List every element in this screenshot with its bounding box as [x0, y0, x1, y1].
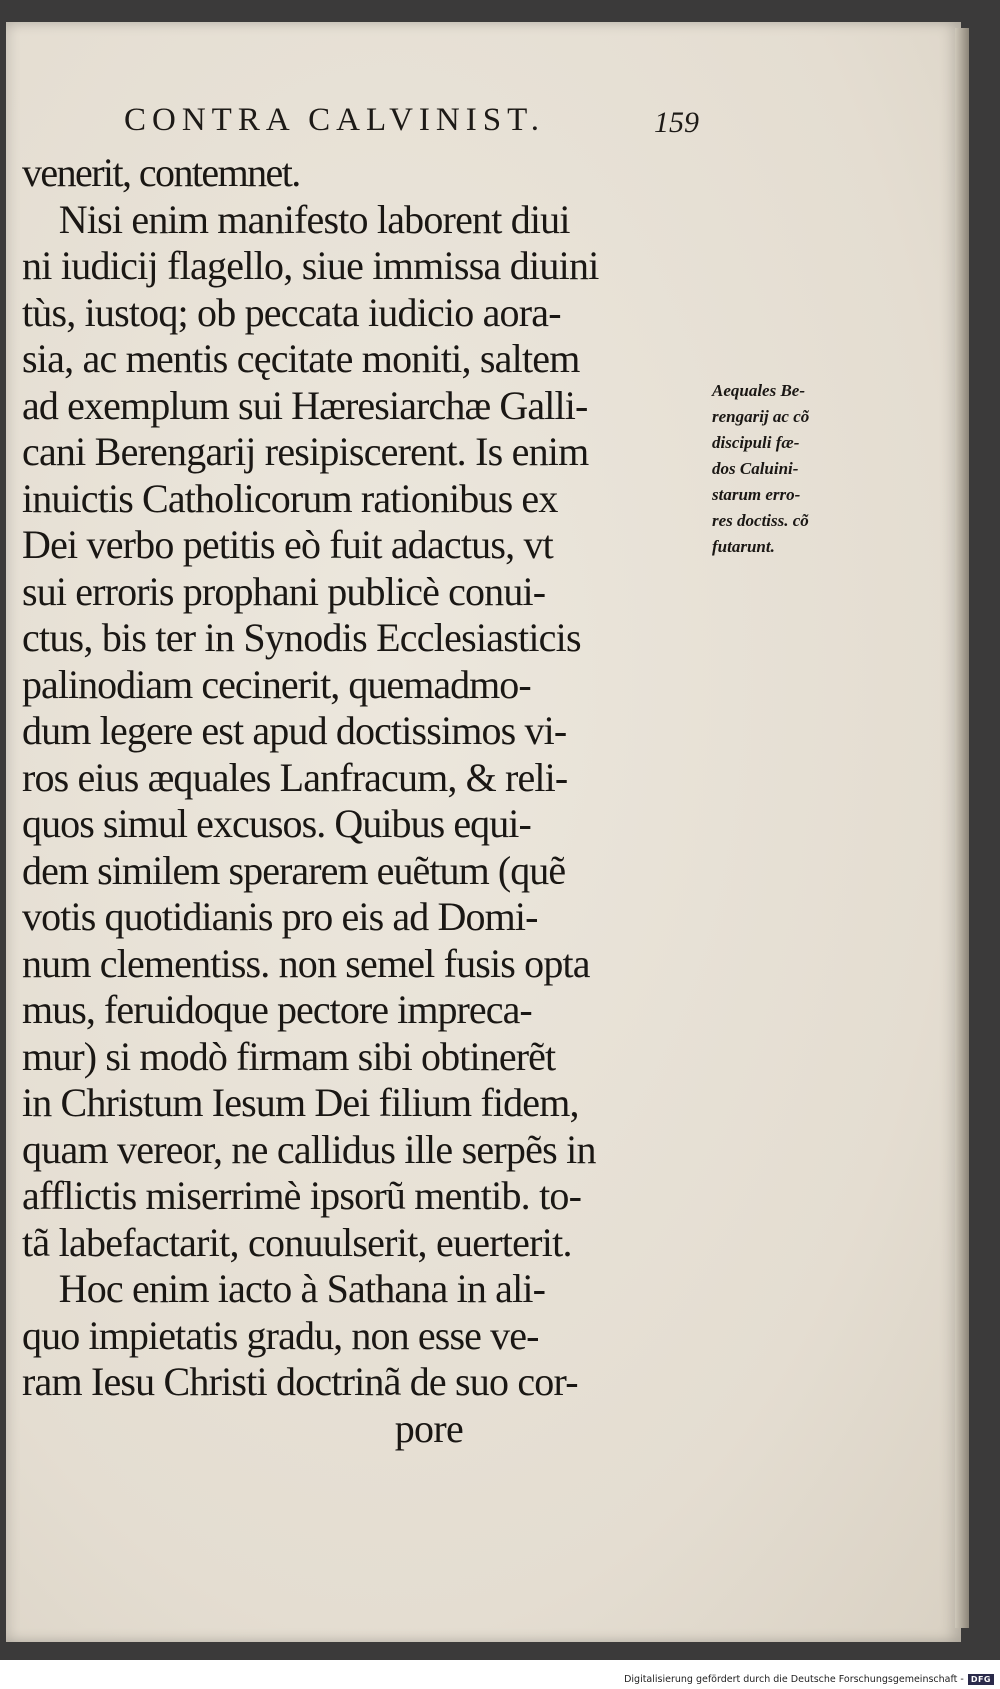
marginal-note-line: dos Caluini- [712, 459, 799, 478]
text-line: ni iudicij flagello, siue immissa diuini [22, 243, 599, 288]
running-title: CONTRA CALVINIST. [124, 102, 546, 138]
text-line: num clementiss. non semel fusis opta [22, 940, 590, 986]
running-header [124, 102, 699, 139]
marginal-note-line: discipuli fæ- [712, 433, 800, 452]
text-line: inuictis Catholicorum rationibus ex [22, 475, 558, 521]
text-line: tùs, iustoq; ob peccata iudicio aora- [22, 289, 561, 335]
text-line: votis quotidianis pro eis ad Domi- [22, 894, 538, 939]
text-line: mur) si modò firmam sibi obtinerẽt [22, 1033, 556, 1079]
page-number: 159 [654, 106, 699, 139]
text-line: palinodiam cecinerit, quemadmo- [22, 661, 531, 707]
marginal-note-line: rengarij ac cõ [712, 407, 810, 426]
marginal-note [712, 378, 867, 560]
text-line: Hoc enim iacto à Sathana in ali- [22, 1266, 546, 1311]
text-line: ram Iesu Christi doctrinã de suo cor- [22, 1359, 578, 1404]
text-line: in Christum Iesum Dei filium fidem, [22, 1080, 579, 1125]
text-line: cani Berengarij resipiscerent. Is enim [22, 429, 589, 474]
marginal-note-line: res doctiss. cõ [712, 511, 809, 530]
text-line: sui erroris prophani publicè conui- [22, 568, 546, 614]
text-line: quos simul excusos. Quibus equi- [22, 801, 531, 846]
marginal-note-line: futarunt. [712, 537, 775, 556]
text-line: Dei verbo petitis eò fuit adactus, vt [22, 522, 553, 567]
text-line: ad exemplum sui Hæresiarchæ Galli- [22, 382, 588, 428]
text-line: afflictis miserrimè ipsorũ mentib. to- [22, 1173, 582, 1218]
text-line: ctus, bis ter in Synodis Ecclesiasticis [22, 615, 581, 660]
text-line: quam vereor, ne callidus ille serpẽs in [22, 1126, 596, 1172]
text-line: tã labefactarit, conuulserit, euerterit. [22, 1219, 572, 1265]
text-line: sia, ac mentis cęcitate moniti, saltem [22, 336, 580, 381]
text-line: dem similem sperarem euẽtum (quẽ [22, 847, 566, 893]
text-line: venerit, contemnet. [22, 150, 300, 195]
footer-credit [624, 1674, 994, 1685]
text-line: dum legere est apud doctissimos vi- [22, 708, 567, 753]
text-line: Nisi enim manifesto laborent diui [22, 196, 570, 242]
marginal-note-line: starum erro- [712, 485, 801, 504]
page-edge [955, 28, 969, 1628]
text-line: pore [22, 1405, 464, 1451]
text-line: mus, feruidoque pectore impreca- [22, 987, 532, 1032]
text-line: quo impietatis gradu, non esse ve- [22, 1312, 539, 1358]
marginal-note-line: Aequales Be- [712, 381, 806, 400]
body-text [22, 150, 712, 1452]
text-line: ros eius æquales Lanfracum, & reli- [22, 754, 568, 800]
footer-credit-text: Digitalisierung gefördert durch die Deutsche Forschungsgemeinschaft - [624, 1674, 964, 1685]
dfg-logo: DFG [968, 1674, 994, 1685]
